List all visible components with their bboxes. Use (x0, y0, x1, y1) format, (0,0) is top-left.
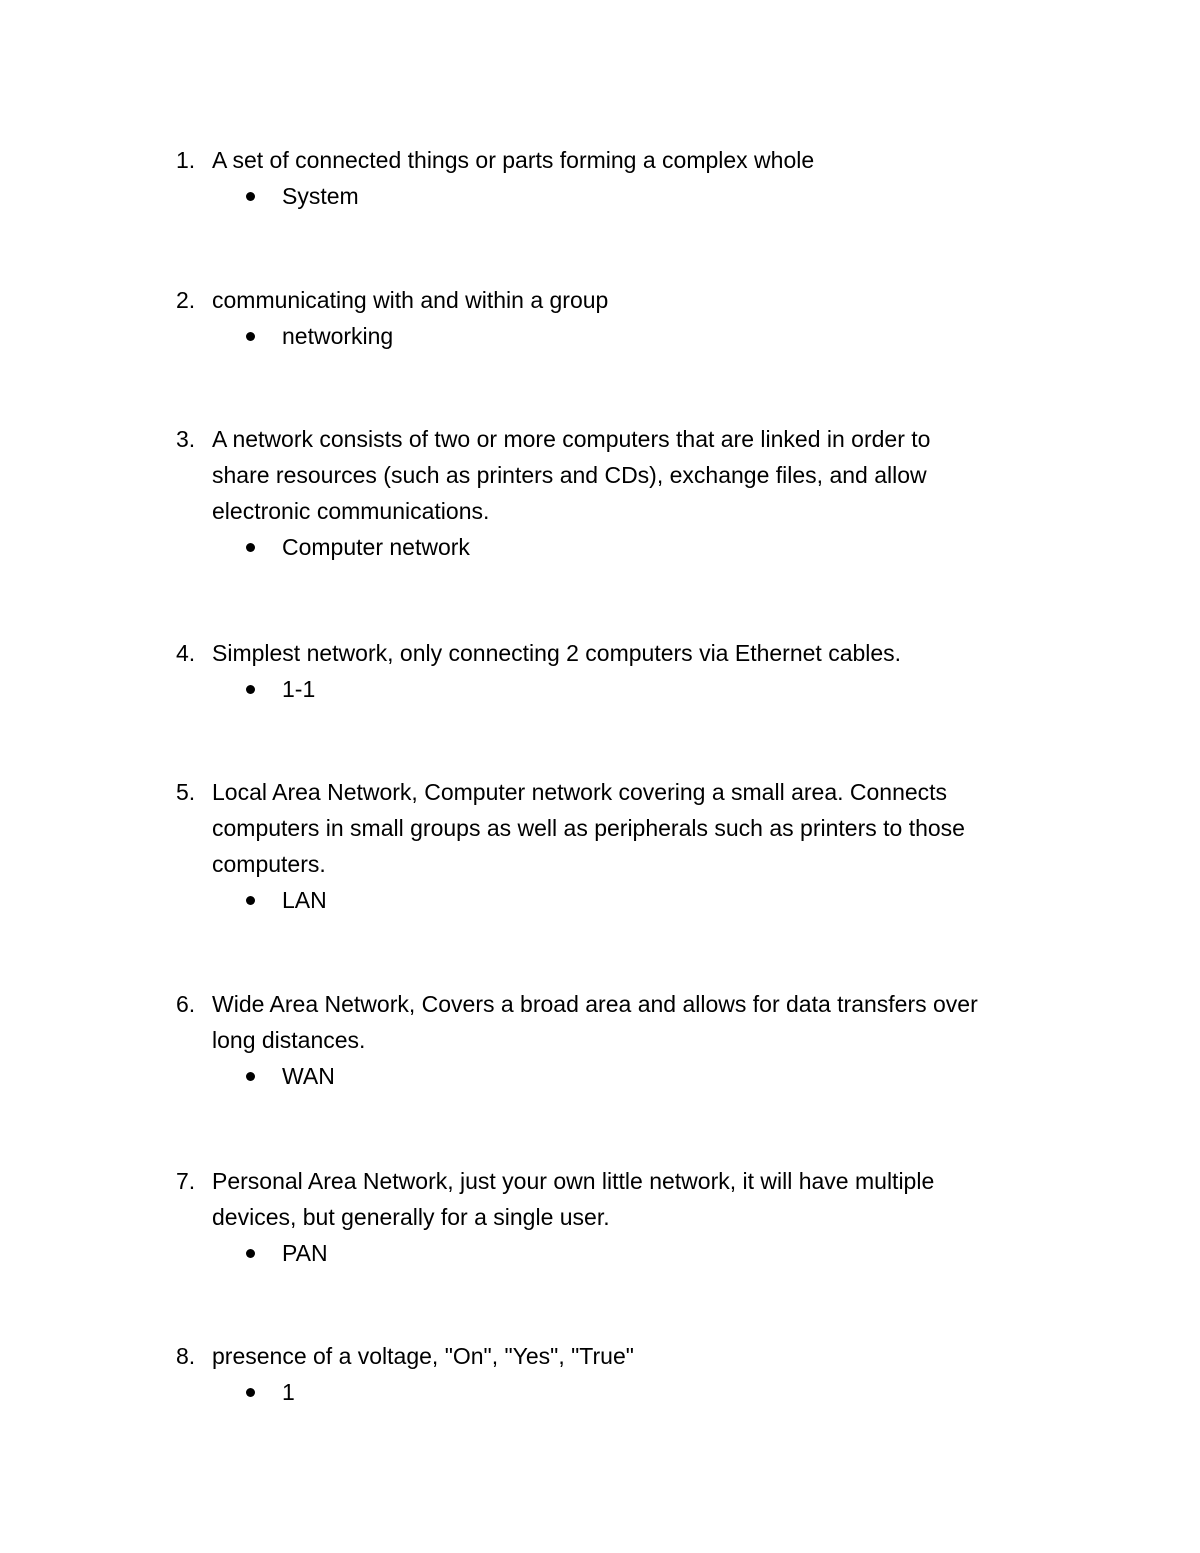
item-question (212, 421, 1056, 529)
question-line: A network consists of two or more computers that are linked in order to (212, 426, 931, 452)
item-question (212, 142, 1056, 178)
list-item-4 (176, 635, 1056, 707)
bullet-icon (246, 332, 255, 341)
bullet-icon (246, 1072, 255, 1081)
question-line: long distances. (212, 1027, 366, 1053)
answer-text: networking (282, 323, 394, 349)
list-item-3 (176, 421, 1056, 565)
item-answer (282, 882, 1056, 918)
item-question (212, 1163, 1056, 1235)
list-item-5 (176, 774, 1056, 918)
question-line: communicating with and within a group (212, 287, 609, 313)
item-answer (282, 318, 1056, 354)
question-line: Local Area Network, Computer network covering a small area. Connects (212, 779, 948, 805)
question-line: computers. (212, 851, 326, 877)
bullet-icon (246, 1249, 255, 1258)
question-line: share resources (such as printers and CDs), exchange files, and allow (212, 462, 927, 488)
question-line: computers in small groups as well as peripherals such as printers to those (212, 815, 965, 841)
item-question (212, 282, 1056, 318)
answer-text: LAN (282, 887, 327, 913)
item-number: 2. (176, 287, 196, 313)
question-line: devices, but generally for a single user. (212, 1204, 610, 1230)
question-line: electronic communications. (212, 498, 490, 524)
item-answer (282, 1374, 1056, 1410)
item-answer (282, 671, 1056, 707)
list-item-8 (176, 1338, 1056, 1410)
item-number: 8. (176, 1343, 196, 1369)
list-item-6 (176, 986, 1056, 1094)
item-question (212, 774, 1056, 882)
answer-text: System (282, 183, 359, 209)
answer-text: WAN (282, 1063, 335, 1089)
item-answer (282, 1235, 1056, 1271)
item-number: 3. (176, 426, 196, 452)
answer-text: PAN (282, 1240, 328, 1266)
question-line: A set of connected things or parts forming a complex whole (212, 147, 815, 173)
item-answer (282, 178, 1056, 214)
item-question (212, 1338, 1056, 1374)
answer-text: 1-1 (282, 676, 316, 702)
item-number: 6. (176, 991, 196, 1017)
answer-text: Computer network (282, 534, 470, 560)
item-number: 1. (176, 147, 196, 173)
bullet-icon (246, 685, 255, 694)
list-item-7 (176, 1163, 1056, 1271)
question-line: Wide Area Network, Covers a broad area and allows for data transfers over (212, 991, 978, 1017)
item-number: 7. (176, 1168, 196, 1194)
item-answer (282, 1058, 1056, 1094)
question-line: Personal Area Network, just your own little network, it will have multiple (212, 1168, 935, 1194)
item-question (212, 986, 1056, 1058)
item-number: 5. (176, 779, 196, 805)
list-item-1 (176, 142, 1056, 214)
item-question (212, 635, 1056, 671)
answer-text: 1 (282, 1379, 295, 1405)
bullet-icon (246, 192, 255, 201)
item-answer (282, 529, 1056, 565)
bullet-icon (246, 543, 255, 552)
bullet-icon (246, 896, 255, 905)
question-line: Simplest network, only connecting 2 computers via Ethernet cables. (212, 640, 902, 666)
question-line: presence of a voltage, "On", "Yes", "True" (212, 1343, 634, 1369)
list-item-2 (176, 282, 1056, 354)
bullet-icon (246, 1388, 255, 1397)
item-number: 4. (176, 640, 196, 666)
